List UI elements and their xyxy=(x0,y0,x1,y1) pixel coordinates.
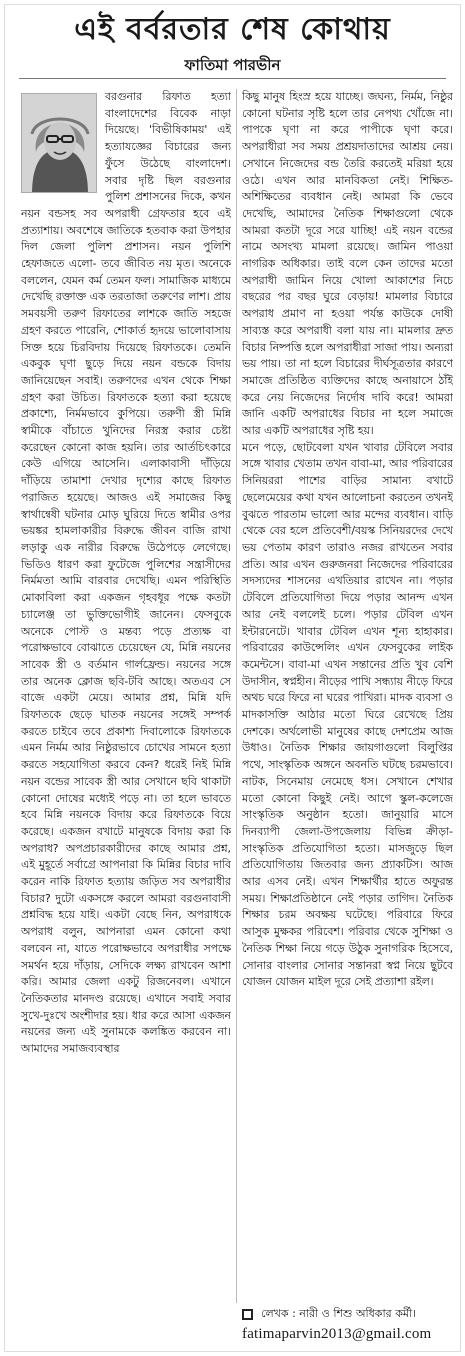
square-bullet-icon xyxy=(242,1309,253,1320)
newspaper-article xyxy=(4,4,461,1352)
body-text-right-p2: মনে পড়ে, ছোটবেলা যখন খাবার টেবিলে সবার সঙ্গে খাবার খেতাম তখন বাবা-মা, আর পরিবারের সিনিয়ররা পাশের বাড়ির সামান্য বখাটে ছেলেমেয়ের কথা যখন আলোচনা করতেন তখনই বুঝতে পারতাম ভালো আর মন্দের ব্যবধান। বাড়ি থেকে বের হলে প্রতিবেশী/বয়স্ক সিনিয়রদের দেখে ভয় পেতাম কারণ তারাও নজর রাখতেন সবার প্রতি। আর এখন গুরুজনরা নিজেদের পরিবারের সদস্যদের শাসনের এখতিয়ার রাখেন না। পড়ার টেবিলে প্রতিযোগিতা দিয়ে পড়ার আনন্দ এখন আর নেই বললেই চলে। পড়ার টেবিল এখন ইন্টারনেটে। খাবার টেবিল এখন শূন্য হাহাকার। পরিবারের কাউন্সেলিং এখন ফেসবুকের লাইক কমেন্টসে। বাবা-মা এখন সন্তানের প্রতি খুব বেশি উদাসীন, স্বপ্নহীন। নীড়ের পাখি সন্ধ্যায় নীড়ে ফিরে অথচ ঘরে ফিরে না ঘরের পাখিরা। মাদক ব্যবসা ও মাদকাসক্তি আঠার মতো ঘিরে রেখেছে প্রিয় দেশকে। অর্থলোভী মানুষের কাছে দেশপ্রেম আজ উধাও। নৈতিক শিক্ষার জায়গাগুলো বিলুপ্তির পথে, সাংস্কৃতিক অঙ্গনে অবনতি ঘটছে চরমভাবে। নাটক, সিনেমায় নেমেছে ধস। সেখানে শেখার মতো কোনো কিছুই নেই। আগে স্কুল-কলেজে সাংস্কৃতিক অনুষ্ঠান হতো। জানুয়ারি মাসে দিনব্যাপী জেলা-উপজেলায় বিভিন্ন ক্রীড়া-সাংস্কৃতিক প্রতিযোগিতা হতো। মাসজুড়ে ছিল প্রতিযোগিতায় জিতবার জন্য প্র্যাকটিস। আজ আর এসব নেই। এখন শিক্ষার্থীর হাতে অফুরন্ত সময়। শিক্ষাপ্রতিষ্ঠানে নেই পড়ার তাগিদ। নৈতিক শিক্ষার চরম অবক্ষয় ঘটেছে। পরিবারে ফিরে আসুক মুক্ষকর পরিবেশ। পরিবার থেকে সুশিক্ষা ও নৈতিক শিক্ষা নিয়ে গড়ে উঠুক সুনাগরিক হিসেবে, সোনার বাংলার সোনার সন্তানরা স্বপ্ন নিয়ে ছুটবে যোজন যোজন মাইল দূরে সেই প্রত্যাশা রইল। xyxy=(242,440,453,989)
article-column-right xyxy=(242,89,453,1303)
article-footer xyxy=(242,1305,453,1345)
body-text-right-p1: কিছু মানুষ হিংস্র হয়ে যাচ্ছে। জঘন্য, নির্মম, নিষ্ঠুর কোনো ঘটনার সৃষ্টি হলে তার নেপথ্য খোঁজে না। পাপকে ঘৃণা না করে পাপীকে ঘৃণা করে। অপরাধীরা সব সময় প্রশ্রয়দাতাদের আশ্রয় নেয়। সেখানে নিজেদের বন্ড তৈরি করতেই মরিয়া হয়ে ওঠে। এখন আর মানবিকতা নেই। শিক্ষিত-অশিক্ষিতের ব্যবধান নেই। আমরা কি ভেবে দেখেছি, আমাদের নৈতিক শিক্ষাগুলো থেকে আমরা কতটা দূরে সরে যাচ্ছি! এই নয়ন বন্ডের নামে অসংখ্য মামলা রয়েছে। জামিন পাওয়া নাগরিক অধিকার। তাই বলে কেন তাদের মতো অপরাধী জামিন নিয়ে খোলা আকাশের নিচে বছরের পর বছর ঘুরে বেড়ায়! মামলার বিচারে অপরাধ প্রমাণ না হওয়া পর্যন্ত কাউকে দোষী সাব্যস্ত করে অপরাধী বলা যায় না। মামলার দ্রুত বিচার নিষ্পত্তি হলে অপরাধীরা সাজা পায়। অন্যরা ভয় পায়। তা না হলে বিচারের দীর্ঘসূত্রতার কারণে সমাজে প্রতিষ্ঠিত ব্যক্তিদের কাছে অনায়াসে ঠাঁই করে নেয় নিজেদের নির্দোষ দাবি করে! আমরা জানি একটি অপরাধের বিচার না হলে সমাজে আর একটি অপরাধের সৃষ্টি হয়। xyxy=(242,90,453,438)
body-text-left: বরগুনার রিফাত হত্যা বাংলাদেশের বিবেক নাড়া দিয়েছে। 'বিভীষিকাময়' এই হত্যাযজ্ঞের বিচারের জন্য ফুঁসে উঠেছে বাংলাদেশ। সবার দৃষ্টি ছিল বরগুনার পুলিশ প্রশাসনের দিকে, কখন নয়ন বন্ডসহ সব অপরাধী গ্রেফতার হবে এই প্রত্যাশায়। অবশেষে জাতিকে হতবাক করা উপহার দিল জেলা পুলিশ প্রশাসন। নয়ন পুলিশি হেফাজতে এলো- তবে জীবিত নয় মৃত। অনেকে বললেন, যেমন কর্ম তেমন ফল। সামাজিক মাধ্যমে দেখেছি রক্তাক্ত এক তরতাজা তরুণের লাশ। প্রায় সমবয়সী তরুণ রিফাতের লাশকে জাতি সহজে গ্রহণ করতে পারেনি, শোকার্ত হৃদয়ে ভালোবাসায় সিক্ত হয়ে চিরবিদায় দিয়েছে রিফাতকে। তেমনি একবুক ঘৃণা ছুড়ে দিয়ে নয়ন বন্ডকে বিদায় জানিয়েছেন সবাই। তরুণদের এখন থেকে শিক্ষা গ্রহণ করা উচিত। রিফাতকে হত্যা করা হয়েছে প্রকাশ্যে, নির্মমভাবে কুপিয়ে। তরুণী স্ত্রী মিন্নি স্বামীকে বাঁচাতে খুনিদের নিরস্ত্র করার চেষ্টা করেছেন কোনো কাজ হয়নি। তার আর্তচিৎকারে কেউ এগিয়ে আসেনি। এলাকাবাসী দাঁড়িয়ে দাঁড়িয়ে তামাশা দেখার দৃশ্যের কাছে রিফাত পরাজিত হয়েছে। আজও এই সমাজের কিছু স্বার্থান্বেষী ঘটনার মোড় ঘুরিয়ে দিতে স্বামীর ওপর ভয়ঙ্কর হামলাকারীর বিরুদ্ধে জীবন বাজি রাখা লড়াকু এক নারীর বিরুদ্ধে উঠেপড়ে লেগেছে। ভিডিও ধারণ করা ফুটেজে পুলিশের সন্ত্রাসীদের নির্মমতা আমি বারবার দেখেছি। এমন পরিস্থিতি মোকাবিলা করা একজন গৃহবধূর পক্ষে কতটা চ্যালেঞ্জ তা ভুক্তিভোগীই জানেন। ফেসবুকে অনেকে পোস্ট ও মন্তব্য পড়ে প্রত্যক্ষ বা পরোক্ষভাবে বোঝাতে চেয়েছেন যে, মিন্নি নয়নের সাবেক স্ত্রী ও বর্তমান গার্লফ্রেন্ড। নয়নের সঙ্গে তার অনেক ক্লোজ ছবি-টবি আছে। অতএব সে বাজে একটা মেয়ে। আমার প্রশ্ন, মিন্নি যদি রিফাতকে ছেড়ে ঘাতক নয়নের সঙ্গেই সম্পর্ক করতে চাইবে তবে প্রকাশ্য দিবালোকে রিফাতকে এমন নির্মম আর নিষ্ঠুরভাবে চোখের সামনে হত্যা করতে সহযোগিতা করবে কেন? ধরেই নিই মিন্নি নয়ন বন্ডের সাবেক স্ত্রী আর সেখানে ছবি থাকাটা কোনো দোষের মধ্যেই পড়ে না। তা হলে ভাবতে হবে মিন্নি নয়নকে বিদায় করে রিফাতকে বিয়ে করেছে। একজন বখাটে মানুষকে বিদায় করা কি অপরাধ? অপপ্রচারকারীদের কাছে আমার প্রশ্ন, এই মুহূর্তে সর্বাগ্রে আপনারা কি মিন্নির বিচার দাবি করেন নাকি রিফাত হত্যায় জড়িত সব অপরাধীর বিচার? দুটো একসঙ্গে করলে আমরা বরগুনাবাসী প্রশ্নবিদ্ধ হয়ে যাই। একটা বেছে নিন, অপরাধকে অপরাধ বলুন, আপনারা এমন কোনো কথা বলবেন না, যাতে পরোক্ষভাবে অপরাধীর সপক্ষে সমর্থন হয়ে দাঁড়ায়, সেদিকে লক্ষ্য রাখবেন আশা করি। আমার জেলা একটু রিজনেবল। এখানে নৈতিকতার মানদণ্ড রয়েছে। এখানে সবাই সবার সুখে-দুঃখে অংশীদার হয়। ধার করে আসা একজন নয়নের জন্য এই সুনামকে কলঙ্কিত করবেন না। আমাদের সমাজব্যবস্থার xyxy=(21,90,231,1056)
headline: এই বর্বরতার শেষ কোথায় xyxy=(74,12,391,47)
header-rule xyxy=(19,78,446,79)
article-column-left xyxy=(21,89,231,1303)
author-byline: ফাতিমা পারভীন xyxy=(184,56,281,74)
author-email[interactable]: fatimaparvin2013@gmail.com xyxy=(242,1326,432,1342)
author-note xyxy=(242,1305,453,1323)
column-divider xyxy=(236,89,237,1303)
author-note-text: লেখক : নারী ও শিশু অধিকার কর্মী। xyxy=(261,1307,417,1320)
photo-wrap-spacer xyxy=(21,89,101,193)
